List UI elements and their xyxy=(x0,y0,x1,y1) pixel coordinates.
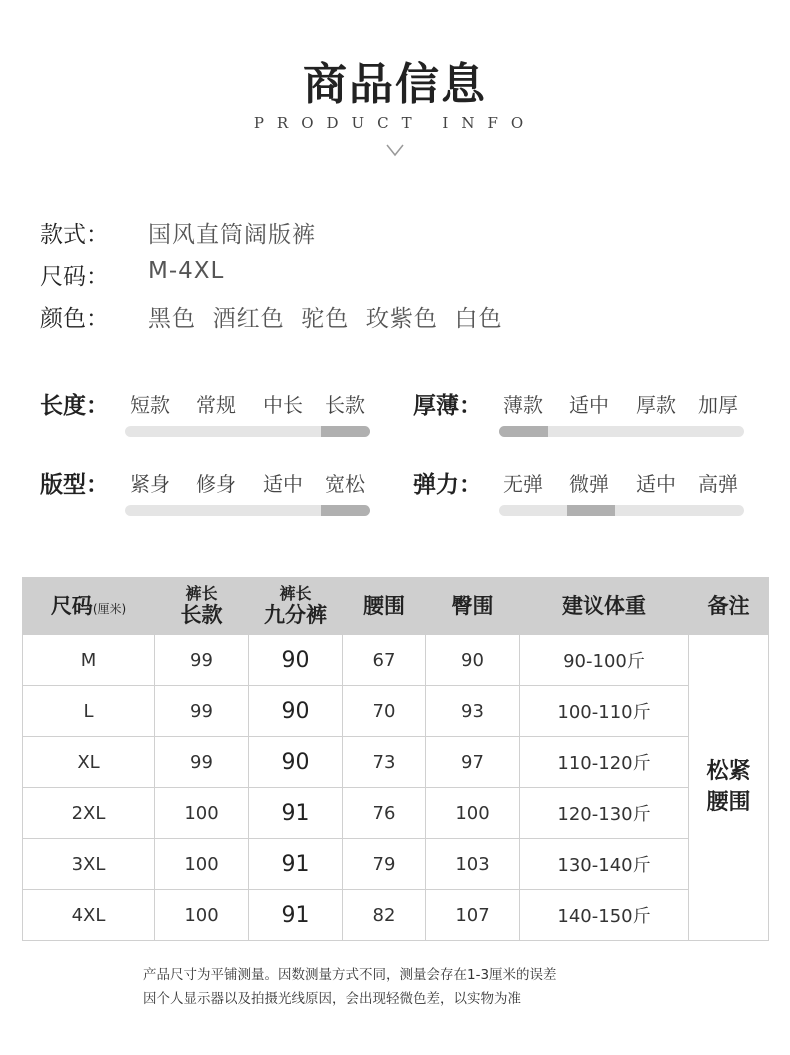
cell-nine: 91 xyxy=(249,839,343,890)
cell-weight: 90-100斤 xyxy=(520,635,689,686)
thickness-option-thick: 厚款 xyxy=(636,393,676,417)
cell-nine: 90 xyxy=(249,737,343,788)
header-ninth-length: 裤长 九分裤 xyxy=(249,578,343,635)
cell-hip: 90 xyxy=(426,635,520,686)
elasticity-label: 弹力： xyxy=(413,472,482,498)
thickness-option-medium: 适中 xyxy=(569,393,609,417)
size-value: M-4XL xyxy=(148,258,225,284)
header-weight: 建议体重 xyxy=(520,578,689,635)
length-label: 长度： xyxy=(40,393,109,419)
fit-track xyxy=(125,505,370,516)
elasticity-option-high: 高弹 xyxy=(698,472,738,496)
cell-hip: 107 xyxy=(426,890,520,941)
cell-size: L xyxy=(23,686,155,737)
size-table xyxy=(22,577,769,941)
cell-hip: 93 xyxy=(426,686,520,737)
length-option-long: 长款 xyxy=(325,393,365,417)
style-value: 国风直筒阔版裤 xyxy=(148,222,316,248)
cell-size: XL xyxy=(23,737,155,788)
cell-long: 99 xyxy=(155,737,249,788)
elasticity-option-slight: 微弹 xyxy=(569,472,609,496)
footer-note-1: 产品尺寸为平铺测量。因数测量方式不同，测量会存在1-3厘米的误差 xyxy=(143,967,557,983)
cell-note xyxy=(689,635,769,941)
header-hip: 臀围 xyxy=(426,578,520,635)
header-size-unit: (厘米) xyxy=(92,601,127,616)
cell-long: 100 xyxy=(155,839,249,890)
cell-weight: 130-140斤 xyxy=(520,839,689,890)
page-title: 商品信息 xyxy=(303,59,487,110)
cell-size: 4XL xyxy=(23,890,155,941)
fit-label: 版型： xyxy=(40,472,109,498)
cell-waist: 79 xyxy=(343,839,426,890)
cell-weight: 120-130斤 xyxy=(520,788,689,839)
cell-waist: 70 xyxy=(343,686,426,737)
cell-hip: 103 xyxy=(426,839,520,890)
header-note: 备注 xyxy=(689,578,769,635)
style-label: 款式： xyxy=(40,222,109,248)
cell-waist: 67 xyxy=(343,635,426,686)
cell-weight: 100-110斤 xyxy=(520,686,689,737)
cell-long: 100 xyxy=(155,890,249,941)
cell-nine: 90 xyxy=(249,635,343,686)
cell-long: 99 xyxy=(155,686,249,737)
length-option-short: 短款 xyxy=(130,393,170,417)
length-track xyxy=(125,426,370,437)
table-row xyxy=(23,686,769,737)
thickness-option-thin: 薄款 xyxy=(503,393,543,417)
table-row xyxy=(23,635,769,686)
cell-nine: 91 xyxy=(249,890,343,941)
thickness-selected-marker xyxy=(499,426,548,437)
table-row xyxy=(23,890,769,941)
length-option-mid: 中长 xyxy=(263,393,303,417)
note-line-1: 松紧 xyxy=(706,758,751,784)
cell-size: 2XL xyxy=(23,788,155,839)
length-selected-marker xyxy=(321,426,370,437)
cell-nine: 91 xyxy=(249,788,343,839)
fit-selected-marker xyxy=(321,505,370,516)
header-long-length: 裤长 长款 xyxy=(155,578,249,635)
cell-long: 99 xyxy=(155,635,249,686)
fit-option-loose: 宽松 xyxy=(325,472,365,496)
note-line-2: 腰围 xyxy=(706,789,751,815)
page-subtitle: PRODUCT INFO xyxy=(253,114,537,132)
color-label: 颜色： xyxy=(40,306,109,332)
cell-weight: 110-120斤 xyxy=(520,737,689,788)
elasticity-option-medium: 适中 xyxy=(636,472,676,496)
cell-waist: 82 xyxy=(343,890,426,941)
cell-weight: 140-150斤 xyxy=(520,890,689,941)
elasticity-selected-marker xyxy=(567,505,615,516)
thickness-option-extra-thick: 加厚 xyxy=(698,393,738,417)
elasticity-option-none: 无弹 xyxy=(503,472,543,496)
cell-waist: 73 xyxy=(343,737,426,788)
cell-long: 100 xyxy=(155,788,249,839)
table-header-row xyxy=(23,578,769,635)
table-row xyxy=(23,788,769,839)
header-waist: 腰围 xyxy=(343,578,426,635)
header-size: 尺码(厘米) xyxy=(23,578,155,635)
footer-note-2: 因个人显示器以及拍摄光线原因，会出现轻微色差，以实物为准 xyxy=(143,991,521,1007)
cell-size: M xyxy=(23,635,155,686)
table-row xyxy=(23,737,769,788)
fit-option-tight: 紧身 xyxy=(130,472,170,496)
fit-option-slim: 修身 xyxy=(196,472,236,496)
cell-hip: 97 xyxy=(426,737,520,788)
table-row xyxy=(23,839,769,890)
color-value: 黑色 酒红色 驼色 玫紫色 白色 xyxy=(148,306,503,332)
cell-waist: 76 xyxy=(343,788,426,839)
chevron-down-icon xyxy=(385,142,405,158)
elasticity-track xyxy=(499,505,744,516)
thickness-track xyxy=(499,426,744,437)
cell-hip: 100 xyxy=(426,788,520,839)
size-label: 尺码： xyxy=(40,264,109,290)
fit-option-regular: 适中 xyxy=(263,472,303,496)
length-option-regular: 常规 xyxy=(196,393,236,417)
cell-nine: 90 xyxy=(249,686,343,737)
thickness-label: 厚薄： xyxy=(413,393,482,419)
cell-size: 3XL xyxy=(23,839,155,890)
